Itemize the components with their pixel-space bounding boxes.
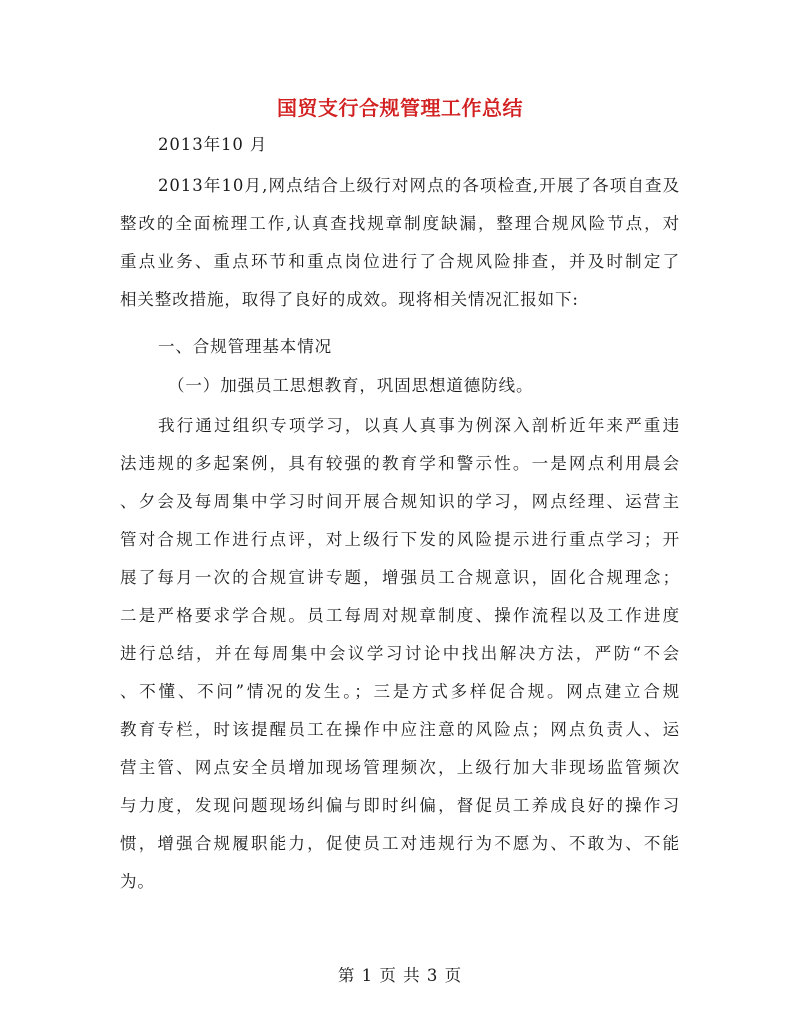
body-line: 二是严格要求学合规。员工每周对规章制度、操作流程以及工作进度: [120, 606, 680, 625]
page-number: 第 1 页 共 3 页: [337, 966, 463, 985]
section-heading: 一、合规管理基本情况: [158, 337, 332, 356]
intro-line: 2013年10月,网点结合上级行对网点的各项检查,开展了各项自查及: [158, 176, 680, 195]
body-line: 与力度，发现问题现场纠偏与即时纠偏，督促员工养成良好的操作习: [120, 796, 680, 815]
document-title: 国贸支行合规管理工作总结: [277, 96, 523, 120]
intro-line: 整改的全面梳理工作,认真查找规章制度缺漏，整理合规风险节点，对: [120, 214, 680, 233]
body-line: 展了每月一次的合规宣讲专题，增强员工合规意识，固化合规理念；: [120, 568, 680, 587]
body-line: 惯，增强合规履职能力，促使员工对违规行为不愿为、不敢为、不能: [120, 834, 680, 853]
subsection-heading: （一）加强员工思想教育，巩固思想道德防线。: [168, 376, 534, 395]
intro-line: 重点业务、重点环节和重点岗位进行了合规风险排查，并及时制定了: [120, 252, 680, 271]
body-line: 营主管、网点安全员增加现场管理频次，上级行加大非现场监管频次: [120, 758, 680, 777]
body-line: 教育专栏，时该提醒员工在操作中应注意的风险点；网点负责人、运: [120, 720, 680, 739]
document-date: 2013年10 月: [158, 135, 268, 154]
body-line: 法违规的多起案例，具有较强的教育学和警示性。一是网点利用晨会: [120, 454, 680, 473]
body-line: 为。: [120, 872, 155, 891]
body-line: 、不懂、不问”情况的发生。；三是方式多样促合规。网点建立合规: [120, 682, 680, 701]
body-line: 进行总结，并在每周集中会议学习讨论中找出解决方法，严防“不会: [120, 644, 680, 663]
body-line: 我行通过组织专项学习，以真人真事为例深入剖析近年来严重违: [158, 416, 680, 435]
body-line: 管对合规工作进行点评，对上级行下发的风险提示进行重点学习；开: [120, 530, 680, 549]
body-line: 、夕会及每周集中学习时间开展合规知识的学习，网点经理、运营主: [120, 492, 680, 511]
intro-line: 相关整改措施，取得了良好的成效。现将相关情况汇报如下:: [120, 290, 579, 309]
